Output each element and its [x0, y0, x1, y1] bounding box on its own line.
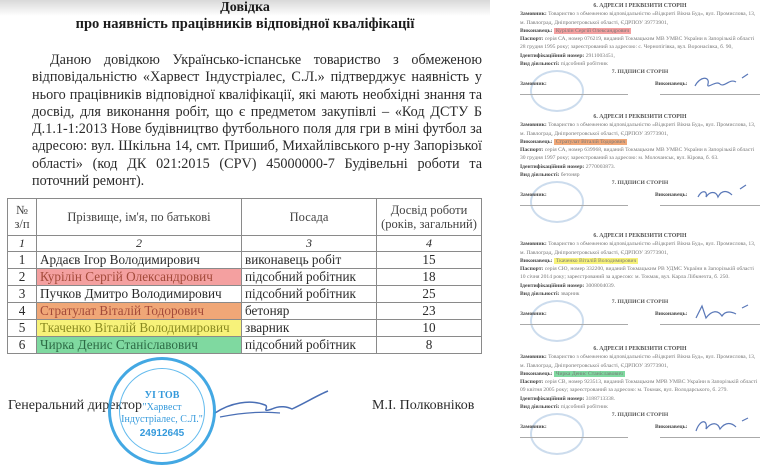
- header-experience: Досвід роботи (років, загальний): [377, 199, 482, 236]
- customer-stamp: [530, 300, 584, 342]
- row-position: підсобний робітник: [242, 269, 377, 286]
- customer-stamp: [530, 413, 584, 455]
- passport-text: серія СА, номер 076219, виданий Токмацьким МВ УМВС України в Запорізькій області 28 грудня 1995 року; зареєстрований за адресою: с. Чернопігівка, вул. Воронасівка, б. 90,: [520, 36, 755, 51]
- sig-executor-label: Виконавець:: [655, 424, 688, 431]
- contract-panel: [520, 2, 760, 98]
- contract-panel: [520, 113, 760, 209]
- index-cell: 4: [377, 236, 482, 252]
- id-label: Ідентифікаційний номер:: [520, 163, 585, 170]
- stamp-line1: УІ ТОВ: [144, 390, 180, 401]
- activity-text: бетоняр: [560, 172, 580, 179]
- sig-customer-label: Замовник:: [520, 192, 547, 199]
- executor-signature: [690, 72, 750, 92]
- row-position: виконавець робіт: [242, 252, 377, 269]
- id-label: Ідентифікаційний номер:: [520, 52, 585, 59]
- table-row: [8, 269, 482, 286]
- header-name: Прізвище, ім'я, по батькові: [37, 199, 242, 236]
- row-name: Стратулат Віталій Тодорович: [37, 303, 242, 320]
- signatures-title: 7. ПІДПИСИ СТОРІН: [611, 69, 669, 76]
- row-number: 1: [8, 252, 37, 269]
- activity-label: Вид діяльності:: [520, 291, 560, 298]
- signatures-section: [520, 298, 760, 328]
- document-title: Довідка: [220, 0, 270, 15]
- activity-block: [520, 60, 760, 68]
- customer-block: [520, 240, 760, 257]
- index-cell: 3: [242, 236, 377, 252]
- index-cell: 1: [8, 236, 37, 252]
- customer-sign-line: [520, 324, 628, 325]
- customer-text: Товариство з обмеженою відповідальністю «Відкриті Вікна Буд», вул. Промислова, 13, м. Павлоград, Дніпропетровської області, ЄДРПОУ 39773901,: [520, 354, 756, 369]
- customer-label: Замовник:: [520, 122, 547, 129]
- executor-sign-line: [660, 205, 760, 206]
- activity-label: Вид діяльності:: [520, 172, 560, 179]
- row-number: 2: [8, 269, 37, 286]
- customer-block: [520, 10, 760, 27]
- executor-label: Виконавець:: [520, 257, 553, 264]
- row-position: бетоняр: [242, 303, 377, 320]
- sig-customer-label: Замовник:: [520, 81, 547, 88]
- activity-text: підсобний робітник: [560, 61, 608, 68]
- id-label: Ідентифікаційний номер:: [520, 282, 585, 289]
- id-label: Ідентифікаційний номер:: [520, 395, 585, 402]
- activity-block: [520, 171, 760, 179]
- executor-block: [520, 138, 760, 146]
- sig-customer-label: Замовник:: [520, 424, 547, 431]
- executor-sign-line: [660, 437, 760, 438]
- row-name: Ткаченко Віталій Володимирович: [37, 320, 242, 337]
- row-name: Пучков Дмитро Володимирович: [37, 286, 242, 303]
- executor-block: [520, 370, 760, 378]
- passport-block: [520, 35, 760, 60]
- row-experience: 25: [377, 286, 482, 303]
- header-number: № з/п: [8, 199, 37, 236]
- sig-executor-label: Виконавець:: [655, 192, 688, 199]
- customer-sign-line: [520, 437, 628, 438]
- index-cell: 2: [37, 236, 242, 252]
- customer-label: Замовник:: [520, 354, 547, 361]
- customer-stamp: [530, 181, 584, 223]
- executor-name: Чирка Денис Станіславович: [555, 370, 623, 377]
- row-name: Чирка Денис Станіславович: [37, 337, 242, 354]
- row-number: 4: [8, 303, 37, 320]
- customer-label: Замовник:: [520, 241, 547, 248]
- row-experience: 18: [377, 269, 482, 286]
- customer-text: Товариство з обмеженою відповідальністю «Відкриті Вікна Буд», вул. Промислова, 13, м. Павлоград, Дніпропетровської області, ЄДРПОУ 39773901,: [520, 122, 756, 137]
- section-title: 6. АДРЕСИ І РЕКВІЗИТИ СТОРІН: [593, 346, 687, 352]
- company-stamp: [108, 357, 216, 465]
- activity-label: Вид діяльності:: [520, 404, 560, 411]
- executor-signature: [690, 415, 750, 435]
- row-number: 3: [8, 286, 37, 303]
- customer-text: Товариство з обмеженою відповідальністю «Відкриті Вікна Буд», вул. Промислова, 13, м. Павлоград, Дніпропетровської області, ЄДРПОУ 39773901,: [520, 241, 756, 256]
- activity-text: підсобний робітник: [560, 404, 608, 411]
- passport-label: Паспорт:: [520, 379, 544, 386]
- row-position: зварник: [242, 320, 377, 337]
- header-position: Посада: [242, 199, 377, 236]
- passport-label: Паспорт:: [520, 266, 544, 273]
- passport-text: серія СА, номер 639968, виданий Токмацьким МВ УМВС України в Запорізькій області 30 грудня 1997 року; зареєстрований за адресою: м. Молочанськ, вул. Кірова, б. 63.: [520, 147, 755, 162]
- row-experience: 23: [377, 303, 482, 320]
- executor-sign-line: [660, 94, 760, 95]
- passport-block: [520, 265, 760, 290]
- stamp-code: 24912645: [139, 428, 185, 439]
- executor-sign-line: [660, 324, 760, 325]
- executor-label: Виконавець:: [520, 27, 553, 34]
- table-row: [8, 337, 482, 354]
- customer-text: Товариство з обмеженою відповідальністю «Відкриті Вікна Буд», вул. Промислова, 13, м. Павлоград, Дніпропетровської області, ЄДРПОУ 39773901,: [520, 11, 756, 26]
- sig-customer-label: Замовник:: [520, 311, 547, 318]
- signatures-title: 7. ПІДПИСИ СТОРІН: [611, 299, 669, 306]
- intro-paragraph: Даною довідкою Українсько-іспанське товариство з обмеженою відповідальністю «Харвест Індустріалес, С.Л.» підтверджує наявність у нього працівників відповідної кваліфікації, які мають необхідні знання та досвід, для виконання робіт, що є предметом закупівлі – «Код ДСТУ Б Д.1.1-1:2013 Нове будівництво футбольного поля для гри в міні футбол за адресою: вул. Шкільна 14, смт. Пришиб, Михайлівського р-ну Запорізької області» (код ДК 021:2015 (CPV) 45000000-7 Будівельні роботи та поточний ремонт).: [32, 52, 482, 190]
- signatures-section: [520, 179, 760, 209]
- id-number: 3188713338.: [585, 395, 616, 402]
- row-number: 5: [8, 320, 37, 337]
- section-title: 6. АДРЕСИ І РЕКВІЗИТИ СТОРІН: [593, 3, 687, 9]
- table-row: [8, 252, 482, 269]
- row-name: Курілін Сергій Олександрович: [37, 269, 242, 286]
- table-row: [8, 303, 482, 320]
- row-position: підсобний робітник: [242, 337, 377, 354]
- id-number: 2911003451,: [585, 52, 615, 59]
- section-title: 6. АДРЕСИ І РЕКВІЗИТИ СТОРІН: [593, 114, 687, 120]
- sig-executor-label: Виконавець:: [655, 311, 688, 318]
- executor-name: Курілін Сергій Олександрович: [555, 27, 630, 34]
- customer-block: [520, 353, 760, 370]
- passport-block: [520, 378, 760, 403]
- executor-signature: [690, 302, 750, 322]
- row-experience: 10: [377, 320, 482, 337]
- section-title: 6. АДРЕСИ І РЕКВІЗИТИ СТОРІН: [593, 233, 687, 239]
- stamp-line3: Індустріалес, С.Л.": [121, 414, 203, 425]
- table-header-row: [8, 199, 482, 236]
- signatures-section: [520, 411, 760, 441]
- staff-table: [7, 198, 482, 354]
- document-subtitle: про наявність працівників відповідної кваліфікації: [75, 16, 415, 32]
- row-number: 6: [8, 337, 37, 354]
- customer-sign-line: [520, 205, 628, 206]
- executor-label: Виконавець:: [520, 138, 553, 145]
- id-number: 3008004039.: [585, 282, 616, 289]
- executor-block: [520, 27, 760, 35]
- executor-signature: [690, 183, 750, 203]
- executor-block: [520, 257, 760, 265]
- activity-text: зварник: [560, 291, 580, 298]
- row-name: Ардаєв Ігор Володимирович: [37, 252, 242, 269]
- director-signature: [210, 385, 330, 425]
- contract-panel: [520, 345, 760, 441]
- passport-text: серія СВ, номер 923513, виданий Токмацьким МРВ УМВС України в Запорізькій області 09 квітня 2005 року; зареєстрований за адресою: м. Токмак, вул. Володарського, б. 279.: [520, 379, 758, 394]
- executor-name: Стратулат Віталій Тодорович: [555, 138, 626, 145]
- table-index-row: [8, 236, 482, 252]
- id-number: 2770003873.: [585, 163, 616, 170]
- table-row: [8, 320, 482, 337]
- director-name: М.І. Полковніков: [372, 398, 475, 413]
- contract-panel: [520, 232, 760, 328]
- passport-text: серія СЮ, номер 332200, виданий Токмацьким РВ УДМС України в Запорізькій області 10 січня 2014 року; зареєстрований за адресою: м. Токмак, вул. Карла Лібкнехта, б. 250.: [520, 266, 754, 281]
- executor-label: Виконавець:: [520, 370, 553, 377]
- executor-name: Ткаченко Віталій Володимирович: [555, 257, 637, 264]
- row-experience: 15: [377, 252, 482, 269]
- passport-label: Паспорт:: [520, 36, 544, 43]
- customer-label: Замовник:: [520, 11, 547, 18]
- sig-executor-label: Виконавець:: [655, 81, 688, 88]
- activity-label: Вид діяльності:: [520, 61, 560, 68]
- signatures-section: [520, 68, 760, 98]
- row-experience: 8: [377, 337, 482, 354]
- customer-sign-line: [520, 94, 628, 95]
- activity-block: [520, 403, 760, 411]
- row-position: підсобний робітник: [242, 286, 377, 303]
- director-role: Генеральний директор: [8, 398, 143, 413]
- customer-stamp: [530, 70, 584, 112]
- passport-label: Паспорт:: [520, 147, 544, 154]
- contracts-column: [492, 0, 768, 457]
- activity-block: [520, 290, 760, 298]
- table-row: [8, 286, 482, 303]
- passport-block: [520, 146, 760, 171]
- signatures-title: 7. ПІДПИСИ СТОРІН: [611, 180, 669, 187]
- signatures-title: 7. ПІДПИСИ СТОРІН: [611, 412, 669, 419]
- stamp-line2: "Харвест: [142, 402, 182, 413]
- customer-block: [520, 121, 760, 138]
